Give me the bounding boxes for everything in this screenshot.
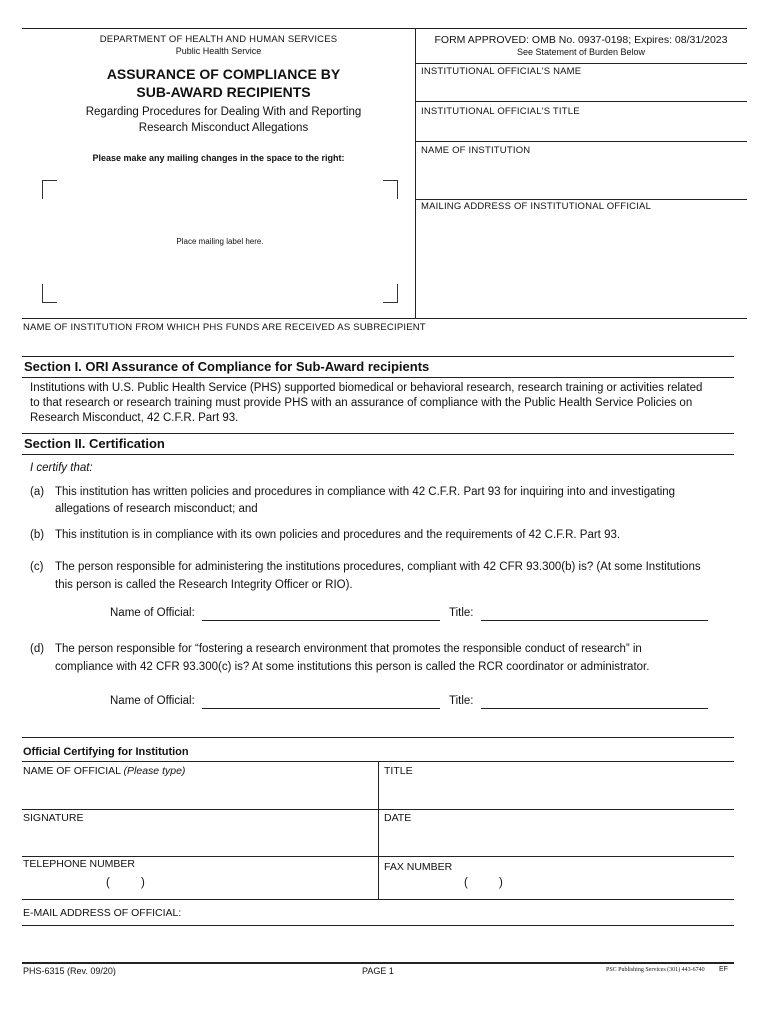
subrecipient-institution-label: NAME OF INSTITUTION FROM WHICH PHS FUNDS ARE RECEIVED AS SUBRECIPIENT (23, 322, 426, 333)
header-bottom-border (22, 318, 747, 319)
corner-top-left (42, 180, 57, 199)
corner-bottom-left (42, 284, 57, 303)
form-title-line2: SUB-AWARD RECIPIENTS (136, 84, 311, 100)
mailing-address-label: MAILING ADDRESS OF INSTITUTIONAL OFFICIAL (421, 201, 652, 212)
official-name-field-label: NAME OF OFFICIAL (23, 765, 124, 777)
section1-rule (22, 356, 734, 357)
rcr-title-label: Title: (449, 695, 474, 707)
rcr-title-input[interactable] (481, 694, 708, 708)
section1-text-line3: Research Misconduct, 42 C.F.R. Part 93. (30, 412, 239, 424)
item-c-line1: The person responsible for administering the institutions procedures, compliant with 42 CFR 93.300(b) is? (At some Institutions (55, 561, 701, 573)
item-c-line2: this person is called the Research Integrity Officer or RIO). (55, 579, 353, 591)
corner-bottom-right (383, 284, 398, 303)
footer-rule (22, 962, 734, 964)
service-name: Public Health Service (175, 46, 262, 56)
official-section-heading: Official Certifying for Institution (23, 746, 189, 758)
rule-email-bottom (22, 925, 734, 926)
certify-statement: I certify that: (30, 462, 93, 474)
burden-statement: See Statement of Burden Below (516, 47, 646, 57)
item-a-line2: allegations of research misconduct; and (55, 503, 258, 515)
item-b-marker: (b) (30, 529, 45, 541)
rule-telephone (22, 856, 734, 857)
rule-official-title (415, 101, 747, 102)
section1-heading-underline (22, 377, 734, 378)
official-title-input[interactable] (421, 120, 741, 138)
page-number: PAGE 1 (362, 966, 394, 976)
rule-email (22, 899, 734, 900)
official-name-label: INSTITUTIONAL OFFICIAL'S NAME (421, 66, 582, 77)
certifying-title-label: TITLE (384, 765, 413, 777)
section2-rule (22, 433, 734, 434)
official-title-label: INSTITUTIONAL OFFICIAL'S TITLE (421, 106, 580, 117)
item-d-line2: compliance with 42 CFR 93.300(c) is? At some institutions this person is called the RCR coordinator or administrator. (55, 661, 650, 673)
section1-text-line1: Institutions with U.S. Public Health Service (PHS) supported biomedical or behavioral research, research training or activities related (30, 382, 703, 394)
publisher-note: PSC Publishing Services (301) 443-6740 (606, 967, 705, 973)
top-border (22, 28, 747, 29)
official-name-input[interactable] (421, 80, 741, 98)
item-b-line1: This institution is in compliance with its own policies and procedures and the requirements of 42 C.F.R. Part 93. (55, 529, 621, 541)
item-c-marker: (c) (30, 561, 44, 573)
email-input[interactable] (190, 905, 730, 921)
fax-area-close: ) (499, 877, 503, 889)
telephone-input[interactable] (150, 877, 370, 893)
section2-heading-underline (22, 454, 734, 455)
signature-label: SIGNATURE (23, 812, 84, 824)
fax-area-open: ( (464, 877, 468, 889)
rio-title-underline (481, 620, 708, 621)
rule-signature (22, 809, 734, 810)
rcr-title-underline (481, 708, 708, 709)
telephone-area-open: ( (106, 877, 110, 889)
telephone-area-close: ) (141, 877, 145, 889)
fax-input[interactable] (508, 877, 728, 893)
certifying-title-input[interactable] (384, 781, 729, 805)
corner-top-right (383, 180, 398, 199)
rio-name-label: Name of Official: (110, 607, 195, 619)
telephone-label: TELEPHONE NUMBER (23, 858, 136, 870)
department-name: DEPARTMENT OF HEALTH AND HUMAN SERVICES (99, 34, 338, 45)
rcr-name-input[interactable] (202, 694, 440, 708)
date-label: DATE (384, 812, 412, 824)
mailing-changes-note: Please make any mailing changes in the space to the right: (92, 153, 345, 163)
email-label: E-MAIL ADDRESS OF OFFICIAL: (23, 907, 182, 919)
section1-heading: Section I. ORI Assurance of Compliance for Sub-Award recipients (24, 359, 430, 374)
rule-mailing-address (415, 199, 747, 200)
date-input[interactable] (384, 827, 729, 851)
item-d-line1: The person responsible for “fostering a research environment that promotes the responsible conduct of research” in (55, 643, 642, 655)
rcr-name-underline (202, 708, 440, 709)
subrecipient-institution-input[interactable] (23, 336, 743, 354)
item-d-marker: (d) (30, 643, 45, 655)
signature-box[interactable] (23, 827, 373, 853)
certifying-official-name-input[interactable] (23, 781, 373, 805)
institution-name-label: NAME OF INSTITUTION (421, 145, 531, 156)
official-section-rule (22, 737, 734, 738)
rule-institution (415, 141, 747, 142)
official-name-heading (23, 765, 185, 777)
form-approved-note: FORM APPROVED: OMB No. 0937-0198; Expires: 08/31/2023 (434, 34, 728, 46)
rio-title-label: Title: (449, 607, 474, 619)
mailing-label-placeholder: Place mailing label here. (176, 237, 264, 246)
form-number: PHS-6315 (Rev. 09/20) (23, 966, 116, 976)
form-title-line1: ASSURANCE OF COMPLIANCE BY (106, 66, 341, 82)
fax-label: FAX NUMBER (384, 861, 453, 873)
rule-official-name (415, 63, 747, 64)
section2-heading: Section II. Certification (24, 436, 165, 451)
form-subtitle-line2: Research Misconduct Allegations (138, 122, 309, 134)
mailing-label-area[interactable] (42, 180, 398, 303)
rcr-name-label: Name of Official: (110, 695, 195, 707)
ef-mark: EF (719, 966, 728, 973)
rio-name-underline (202, 620, 440, 621)
rio-name-input[interactable] (202, 606, 440, 620)
institution-name-input[interactable] (421, 160, 741, 190)
rio-title-input[interactable] (481, 606, 708, 620)
mailing-address-input[interactable] (421, 216, 741, 311)
item-a-marker: (a) (30, 486, 45, 498)
form-subtitle-line1: Regarding Procedures for Dealing With and Reporting (85, 106, 362, 118)
item-a-line1: This institution has written policies and procedures in compliance with 42 C.F.R. Part 93 for inquiring into and investigating (55, 486, 676, 498)
section1-text-line2: to that research or research training must provide PHS with an assurance of compliance with the Public Health Service Policies on (30, 397, 693, 409)
official-column-divider (378, 761, 379, 899)
official-name-hint: (Please type) (123, 765, 186, 777)
